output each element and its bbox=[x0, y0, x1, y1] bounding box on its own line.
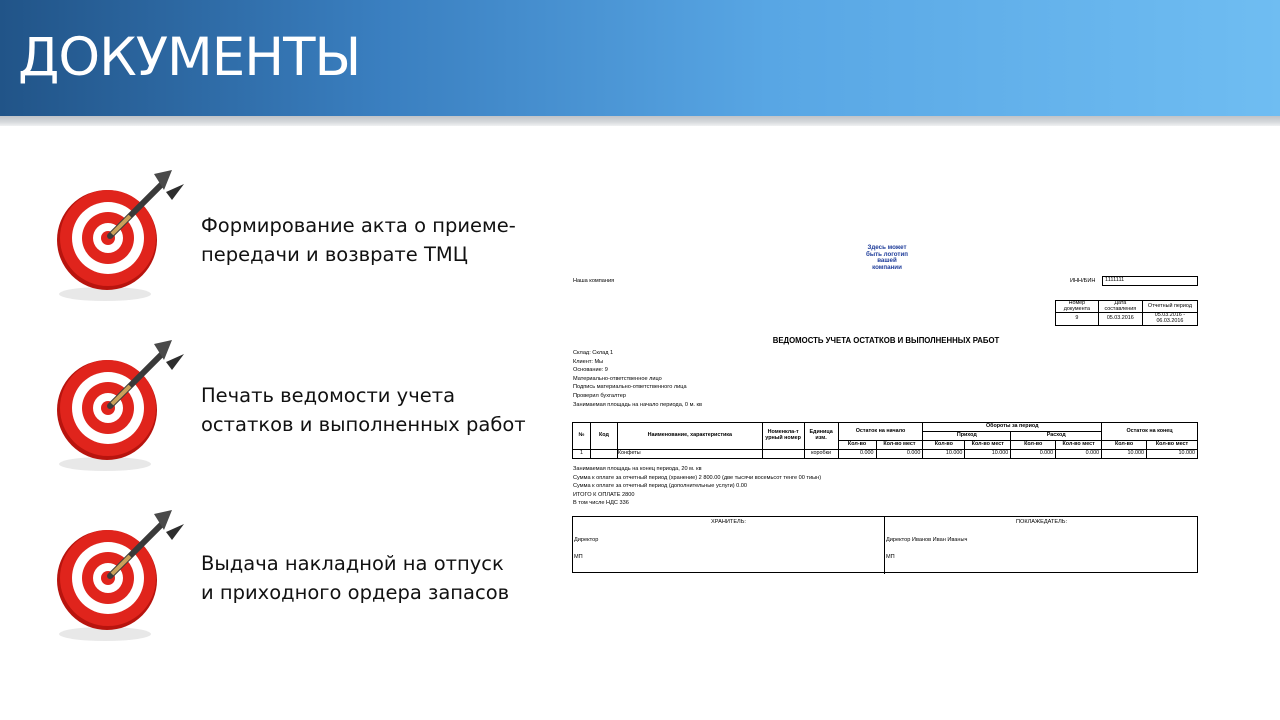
logo-line: компании bbox=[872, 263, 902, 271]
cell-nomenclature bbox=[762, 450, 804, 459]
header-divider bbox=[0, 116, 1280, 126]
header-qty: Кол-во bbox=[1011, 441, 1056, 450]
bullet-line: и приходного ордера запасов bbox=[201, 581, 510, 604]
header-end-balance: Остаток на конец bbox=[1102, 423, 1198, 441]
bullet-text bbox=[201, 211, 581, 269]
header-qty: Кол-во bbox=[1102, 441, 1147, 450]
cell-in-qty: 10.000 bbox=[923, 450, 965, 459]
bullet-item bbox=[50, 166, 550, 306]
meta-header: Дата составления bbox=[1098, 301, 1142, 313]
logo-placeholder bbox=[852, 245, 922, 271]
document-date: 05.03.2016 bbox=[1098, 313, 1142, 325]
meta-header: Номер документа bbox=[1056, 301, 1099, 313]
report-period: 05.03.2016 - 06.03.2016 bbox=[1142, 313, 1197, 325]
cell-out-places: 0.000 bbox=[1056, 450, 1102, 459]
header-name: Наименование, характеристика bbox=[617, 423, 762, 450]
signature-depositor bbox=[885, 517, 1198, 574]
logo-line: вашей bbox=[877, 257, 897, 264]
bullet-line: остатков и выполненных работ bbox=[201, 413, 526, 436]
header-bar bbox=[0, 0, 1280, 116]
header-turnover: Обороты за период bbox=[923, 423, 1102, 432]
cell-code bbox=[590, 450, 617, 459]
header-places: Кол-во мест bbox=[1147, 441, 1198, 450]
company-name: Наша компания bbox=[573, 278, 615, 284]
stock-table bbox=[572, 422, 1198, 459]
total-line: В том числе НДС 336 bbox=[573, 500, 629, 507]
info-line: Материально-ответственное лицо bbox=[573, 375, 662, 382]
signature-stamp: МП bbox=[574, 554, 583, 560]
page-title: ДОКУМЕНТЫ bbox=[18, 27, 361, 88]
bullet-item bbox=[50, 336, 550, 476]
document-title: ВЕДОМОСТЬ УЧЕТА ОСТАТКОВ И ВЫПОЛНЕННЫХ РАБОТ bbox=[772, 336, 1000, 345]
bullet-line: Формирование акта о приеме- bbox=[201, 214, 516, 237]
header-code: Код bbox=[590, 423, 617, 450]
header-expense: Расход bbox=[1011, 432, 1102, 441]
document-meta-table bbox=[1055, 300, 1198, 326]
header-nomenclature: Номенкла-т урный номер bbox=[762, 423, 804, 450]
bullet-line: Печать ведомости учета bbox=[201, 384, 456, 407]
document-number: 9 bbox=[1056, 313, 1099, 325]
info-line: Подпись материально-ответственного лица bbox=[573, 384, 687, 391]
header-places: Кол-во мест bbox=[876, 441, 923, 450]
info-line: Проверил бухгалтер bbox=[573, 392, 627, 399]
signature-line: Директор Иванов Иван Иваныч bbox=[886, 537, 968, 543]
cell-num: 1 bbox=[573, 450, 591, 459]
signature-line: Директор bbox=[574, 537, 599, 543]
table-row bbox=[573, 450, 1198, 459]
document-preview bbox=[572, 240, 1200, 580]
total-line: Сумма к оплате за отчетный период (хранение) 2 800.00 (две тысячи восемьсот тенге 00 тиын) bbox=[573, 474, 822, 481]
header-num: № bbox=[573, 423, 591, 450]
logo-line: быть логотип bbox=[866, 250, 908, 258]
header-qty: Кол-во bbox=[923, 441, 965, 450]
total-line: Занимаемая площадь на конец периода, 20 м. кв bbox=[573, 466, 702, 472]
signature-block bbox=[572, 516, 1198, 573]
info-line: Основание: 9 bbox=[573, 367, 608, 374]
total-line: Сумма к оплате за отчетный период (дополнительные услуги) 0.00 bbox=[573, 483, 748, 490]
cell-in-places: 10.000 bbox=[965, 450, 1011, 459]
info-line: Клиент: Мы bbox=[573, 358, 604, 365]
header-qty: Кол-во bbox=[838, 441, 876, 450]
bullet-line: Выдача накладной на отпуск bbox=[201, 552, 504, 575]
dart-target-icon bbox=[50, 166, 190, 306]
cell-name: Конфеты bbox=[617, 450, 762, 459]
logo-line: Здесь может bbox=[867, 244, 907, 251]
cell-start-places: 0.000 bbox=[876, 450, 923, 459]
signature-heading: ПОКЛАЖЕДАТЕЛЬ: bbox=[1015, 519, 1068, 525]
cell-start-qty: 0.000 bbox=[838, 450, 876, 459]
inn-label: ИНН/БИН bbox=[1070, 278, 1096, 284]
header-places: Кол-во мест bbox=[1056, 441, 1102, 450]
cell-unit: коробки bbox=[804, 450, 838, 459]
cell-out-qty: 0.000 bbox=[1011, 450, 1056, 459]
bullet-line: передачи и возврате ТМЦ bbox=[201, 243, 468, 266]
signature-heading: ХРАНИТЕЛЬ: bbox=[711, 519, 746, 525]
meta-header: Отчетный период bbox=[1142, 301, 1197, 313]
bullet-text bbox=[201, 381, 581, 439]
inn-value: 1111111 bbox=[1102, 276, 1198, 286]
header-places: Кол-во мест bbox=[965, 441, 1011, 450]
dart-target-icon bbox=[50, 336, 190, 476]
bullet-item bbox=[50, 506, 550, 646]
document-info bbox=[573, 350, 893, 410]
bullet-text bbox=[201, 549, 581, 607]
header-income: Приход bbox=[923, 432, 1011, 441]
cell-end-qty: 10.000 bbox=[1102, 450, 1147, 459]
signature-stamp: МП bbox=[886, 554, 895, 560]
info-line: Склад: Склад 1 bbox=[573, 350, 614, 356]
document-totals bbox=[573, 466, 973, 509]
header-unit: Единица изм. bbox=[804, 423, 838, 450]
cell-end-places: 10.000 bbox=[1147, 450, 1198, 459]
dart-target-icon bbox=[50, 506, 190, 646]
signature-custodian bbox=[573, 517, 885, 574]
total-line: ИТОГО К ОПЛАТЕ 2800 bbox=[573, 491, 635, 498]
info-line: Занимаемая площадь на начало периода, 0 м. кв bbox=[573, 401, 702, 408]
header-start-balance: Остаток на начало bbox=[838, 423, 923, 441]
